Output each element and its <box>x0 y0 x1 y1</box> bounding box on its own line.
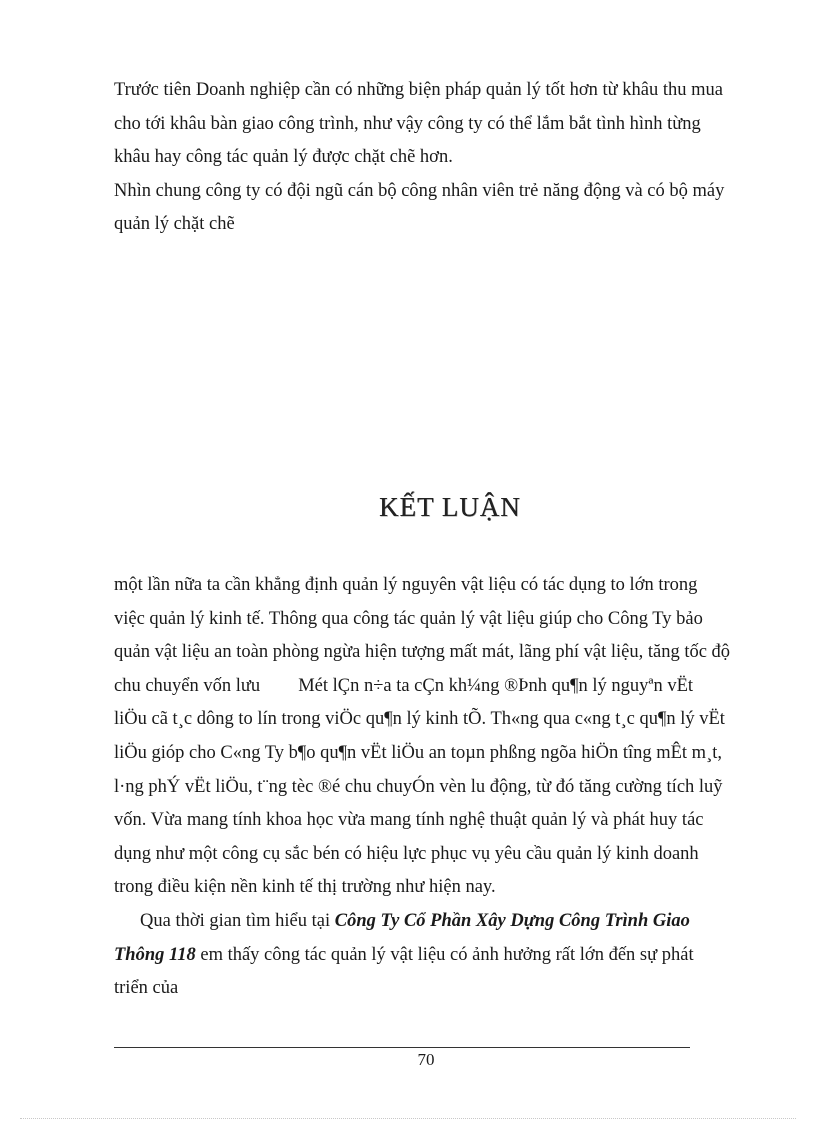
body-line-mixed <box>114 670 742 704</box>
intro-line: Trước tiên Doanh nghiệp cần có những biện pháp quản lý tốt hơn từ khâu thu mua <box>114 80 724 100</box>
body-line: vốn. Vừa mang tính khoa học vừa mang tính nghệ thuật quản lý và phát huy tác <box>114 810 704 831</box>
closing-line <box>114 939 742 973</box>
intro-line: Nhìn chung công ty có đội ngũ cán bộ công nhân viên trẻ năng động và có bộ máy <box>114 180 725 201</box>
body-line: liÖu gióp cho C«ng Ty b¶o qu¶n vËt liÖu an toµn phßng ngõa hiÖn tîng mÊt m¸t, <box>114 742 722 763</box>
company-name-part1: Công Ty Cổ Phần Xây Dựng Công Trình Giao <box>334 910 690 931</box>
intro-line: khâu hay công tác quản lý được chặt chẽ hơn. <box>114 147 453 167</box>
page-number: 70 <box>417 1050 435 1069</box>
closing-tail: triển của <box>114 978 179 999</box>
body-line: trong điều kiện nền kinh tế thị trường như hiện nay. <box>114 877 496 898</box>
intro-line: quản lý chặt chẽ <box>114 214 235 234</box>
intro-line: cho tới khâu bàn giao công trình, như vậy công ty có thể lắm bắt tình hình từng <box>114 113 701 134</box>
body-text-legacy-font: Mét lÇn n÷a ta cÇn kh¼ng ®Þnh qu¶n lý nguyªn vËt <box>298 675 694 696</box>
intro-paragraph <box>114 74 742 242</box>
footer-divider <box>114 1047 690 1048</box>
closing-line <box>114 905 742 939</box>
conclusion-body <box>114 569 742 1006</box>
body-line: l·ng phÝ vËt liÖu, t¨ng tèc ®é chu chuyÓn vèn lu động, từ đó tăng cường tích luỹ <box>114 776 723 797</box>
page-edge-divider <box>20 1118 796 1119</box>
body-line: dụng như một công cụ sắc bén có hiệu lực phục vụ yêu cầu quản lý kinh doanh <box>114 843 699 864</box>
closing-lead: Qua thời gian tìm hiểu tại <box>140 910 335 931</box>
body-text: chu chuyển vốn lưu <box>114 675 261 696</box>
body-line: việc quản lý kinh tế. Thông qua công tác quản lý vật liệu giúp cho Công Ty bảo <box>114 608 703 629</box>
body-line: một lần nữa ta cần khẳng định quản lý nguyên vật liệu có tác dụng to lớn trong <box>114 575 698 595</box>
body-line: quản vật liệu an toàn phòng ngừa hiện tượng mất mát, lãng phí vật liệu, tăng tốc độ <box>114 642 731 663</box>
conclusion-heading: KẾT LUẬN <box>379 492 521 522</box>
company-name-part2: Thông 118 <box>114 944 196 965</box>
closing-rest: em thấy công tác quản lý vật liệu có ảnh hưởng rất lớn đến sự phát <box>195 944 694 965</box>
body-line: liÖu cã t¸c dông to lín trong viÖc qu¶n lý kinh tÕ. Th«ng qua c«ng t¸c qu¶n lý vËt <box>114 709 725 730</box>
